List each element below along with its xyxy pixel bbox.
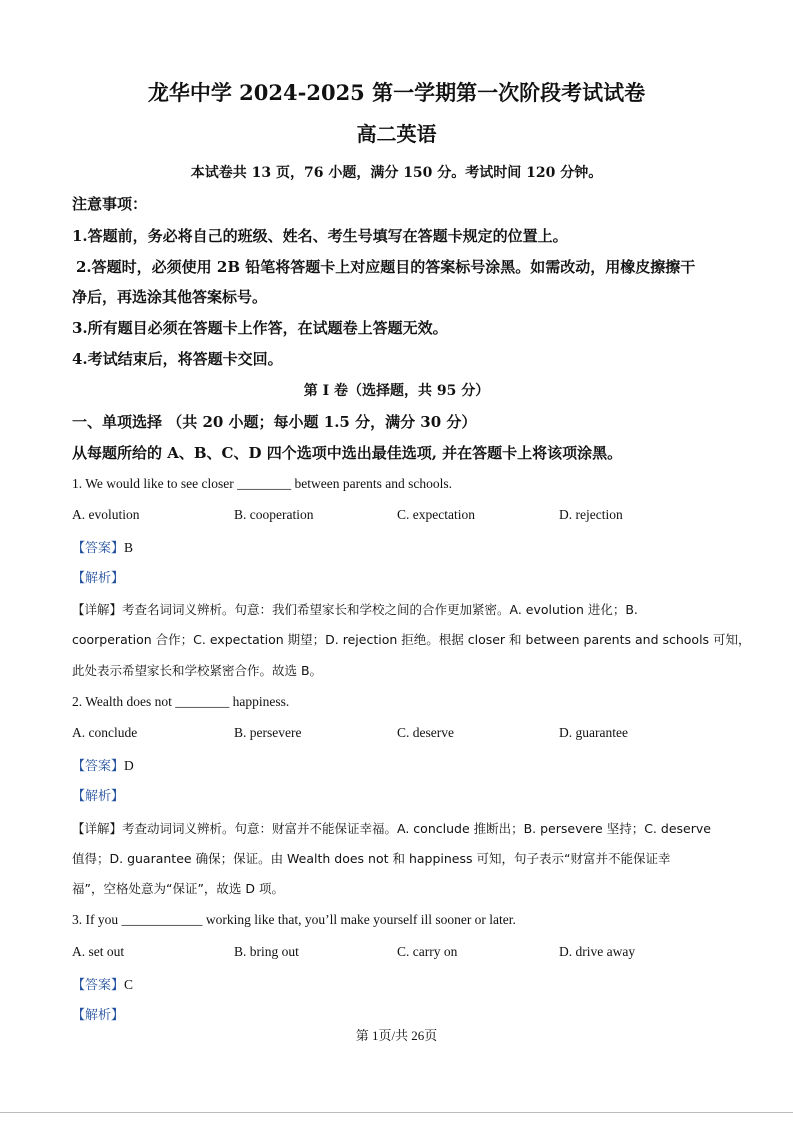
answer-line <box>72 537 133 556</box>
option-b: B. bring out <box>234 944 299 959</box>
section-title: 第 I 卷（选择题，共 95 分） <box>303 383 490 399</box>
note-item: 1.答题前，务必将自己的班级、姓名、考生号填写在答题卡规定的位置上。 <box>72 227 568 245</box>
option-d: D. drive away <box>559 944 636 959</box>
answer-value: B <box>124 540 134 555</box>
detail-line <box>72 819 711 837</box>
answer-tag: 【答案】 <box>72 759 125 774</box>
note-item: 3.所有题目必须在答题卡上作答，在试题卷上答题无效。 <box>72 319 448 337</box>
question-stem: 3. If you ____________ working like that, you’ll make yourself ill sooner or later. <box>72 912 516 927</box>
detail-line: 此处表示希望家长和学校紧密合作。故选 B。 <box>72 663 323 678</box>
exam-title: 龙华中学 2024-2025 第一学期第一次阶段考试试卷 <box>147 80 646 105</box>
page-divider <box>0 1112 793 1113</box>
answer-value: D <box>124 758 134 773</box>
question-stem: 2. Wealth does not ________ happiness. <box>72 694 290 709</box>
option-a: A. evolution <box>72 507 140 522</box>
note-item: 4.考试结束后，将答题卡交回。 <box>72 350 283 368</box>
option-d: D. rejection <box>559 507 623 522</box>
answer-tag: 【答案】 <box>72 541 125 556</box>
answer-tag: 【答案】 <box>72 978 125 993</box>
page-number: 第 1页/共 26页 <box>355 1028 438 1043</box>
exam-subtitle: 高二英语 <box>356 122 437 146</box>
detail-line: coorperation 合作；C. expectation 期望；D. rejection 拒绝。根据 closer 和 between parents and schools 可知， <box>72 632 751 647</box>
detail-line: 值得；D. guarantee 确保；保证。由 Wealth does not 和 happiness 可知，句子表示“财富并不能保证幸 <box>72 851 671 866</box>
option-c: C. carry on <box>397 944 458 959</box>
option-d: D. guarantee <box>559 725 628 740</box>
option-a: A. set out <box>72 944 125 959</box>
analysis-tag: 【解析】 <box>72 1008 125 1023</box>
detail-line: 福”，空格处意为“保证”，故选 D 项。 <box>72 881 285 896</box>
part-title: 一、单项选择 （共 20 小题；每小题 1.5 分，满分 30 分） <box>72 413 477 431</box>
detail-tag: 【详解】 <box>72 602 123 617</box>
question-stem: 1. We would like to see closer ________ between parents and schools. <box>72 476 452 491</box>
answer-value: C <box>124 977 134 992</box>
detail-text: 考查动词词义辨析。句意：财富并不能保证幸福。A. conclude 推断出；B. persevere 坚持；C. deserve <box>122 821 711 836</box>
part-instruction: 从每题所给的 A、B、C、D 四个选项中选出最佳选项, 并在答题卡上将该项涂黑。 <box>72 444 623 462</box>
option-c: C. expectation <box>397 507 475 522</box>
option-b: B. persevere <box>234 725 302 740</box>
option-b: B. cooperation <box>234 507 314 522</box>
option-a: A. conclude <box>72 725 138 740</box>
detail-text: 考查名词词义辨析。句意：我们希望家长和学校之间的合作更加紧密。A. evolution 进化；B. <box>122 602 638 617</box>
note-item: 净后，再选涂其他答案标号。 <box>72 288 268 306</box>
note-item: 2.答题时，必须使用 2B 铅笔将答题卡上对应题目的答案标号涂黑。如需改动，用橡皮擦擦干 <box>76 258 696 276</box>
notes-heading: 注意事项： <box>72 195 148 213</box>
option-c: C. deserve <box>397 725 454 740</box>
detail-line <box>72 600 638 618</box>
exam-info: 本试卷共 13 页，76 小题，满分 150 分。考试时间 120 分钟。 <box>190 165 603 181</box>
answer-line <box>72 974 133 993</box>
analysis-tag: 【解析】 <box>72 571 125 586</box>
detail-tag: 【详解】 <box>72 821 123 836</box>
analysis-tag: 【解析】 <box>72 789 125 804</box>
answer-line <box>72 755 134 774</box>
